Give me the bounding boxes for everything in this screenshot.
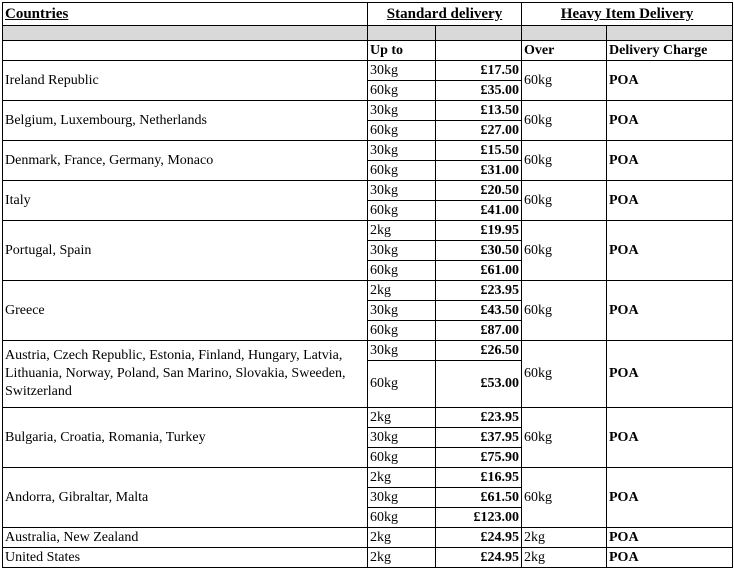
heavy-item-delivery-header: Heavy Item Delivery	[522, 3, 733, 26]
rate-row	[3, 548, 733, 568]
weight-cell: 30kg	[368, 141, 436, 161]
standard-delivery-header: Standard delivery	[368, 3, 522, 26]
price-cell: £24.95	[436, 528, 522, 548]
price-cell: £61.50	[436, 488, 522, 508]
up-to-header: Up to	[368, 41, 436, 61]
weight-cell: 60kg	[368, 121, 436, 141]
over-weight-cell: 2kg	[522, 528, 607, 548]
country-cell: Belgium, Luxembourg, Netherlands	[3, 101, 368, 141]
weight-cell: 60kg	[368, 508, 436, 528]
weight-cell: 30kg	[368, 241, 436, 261]
country-cell: Austria, Czech Republic, Estonia, Finland, Hungary, Latvia, Lithuania, Norway, Poland, San Marino, Slovakia, Sweeden, Switzerland	[3, 341, 368, 408]
spacer-cell	[368, 26, 436, 41]
over-weight-cell: 60kg	[522, 281, 607, 341]
blank-cell	[3, 41, 368, 61]
country-cell: Ireland Republic	[3, 61, 368, 101]
delivery-charge-cell: POA	[607, 141, 733, 181]
price-cell: £23.95	[436, 281, 522, 301]
rate-row	[3, 221, 733, 241]
over-weight-cell: 60kg	[522, 221, 607, 281]
price-cell: £24.95	[436, 548, 522, 568]
price-cell: £23.95	[436, 408, 522, 428]
over-weight-cell: 2kg	[522, 548, 607, 568]
country-cell: Greece	[3, 281, 368, 341]
price-cell: £41.00	[436, 201, 522, 221]
grey-spacer-row	[3, 26, 733, 41]
country-cell: United States	[3, 548, 368, 568]
delivery-charge-cell: POA	[607, 468, 733, 528]
delivery-charge-cell: POA	[607, 341, 733, 408]
delivery-charge-cell: POA	[607, 408, 733, 468]
weight-cell: 2kg	[368, 221, 436, 241]
over-weight-cell: 60kg	[522, 101, 607, 141]
weight-cell: 60kg	[368, 361, 436, 408]
over-weight-cell: 60kg	[522, 61, 607, 101]
price-cell: £13.50	[436, 101, 522, 121]
price-cell: £16.95	[436, 468, 522, 488]
country-cell: Bulgaria, Croatia, Romania, Turkey	[3, 408, 368, 468]
weight-cell: 30kg	[368, 341, 436, 361]
weight-cell: 30kg	[368, 488, 436, 508]
rate-row	[3, 141, 733, 161]
price-cell: £87.00	[436, 321, 522, 341]
weight-cell: 60kg	[368, 81, 436, 101]
country-cell: Italy	[3, 181, 368, 221]
spacer-cell	[3, 26, 368, 41]
price-cell: £26.50	[436, 341, 522, 361]
rate-row	[3, 408, 733, 428]
price-cell: £17.50	[436, 61, 522, 81]
delivery-charge-cell: POA	[607, 61, 733, 101]
delivery-rates-body	[3, 3, 733, 568]
weight-cell: 2kg	[368, 408, 436, 428]
weight-cell: 60kg	[368, 448, 436, 468]
price-cell: £20.50	[436, 181, 522, 201]
rate-row	[3, 281, 733, 301]
spacer-cell	[607, 26, 733, 41]
over-weight-cell: 60kg	[522, 141, 607, 181]
price-cell: £30.50	[436, 241, 522, 261]
weight-cell: 30kg	[368, 61, 436, 81]
country-cell: Portugal, Spain	[3, 221, 368, 281]
spacer-cell	[522, 26, 607, 41]
delivery-charge-cell: POA	[607, 101, 733, 141]
weight-cell: 60kg	[368, 261, 436, 281]
weight-cell: 2kg	[368, 281, 436, 301]
weight-cell: 60kg	[368, 161, 436, 181]
delivery-charge-header: Delivery Charge	[607, 41, 733, 61]
rate-row	[3, 341, 733, 361]
over-weight-cell: 60kg	[522, 181, 607, 221]
weight-cell: 60kg	[368, 321, 436, 341]
weight-cell: 2kg	[368, 528, 436, 548]
weight-cell: 30kg	[368, 428, 436, 448]
weight-cell: 30kg	[368, 181, 436, 201]
rate-row	[3, 61, 733, 81]
rate-row	[3, 528, 733, 548]
rate-row	[3, 468, 733, 488]
country-cell: Australia, New Zealand	[3, 528, 368, 548]
price-cell: £35.00	[436, 81, 522, 101]
weight-cell: 30kg	[368, 101, 436, 121]
over-weight-cell: 60kg	[522, 341, 607, 408]
subheader-row	[3, 41, 733, 61]
price-cell: £75.90	[436, 448, 522, 468]
delivery-charge-cell: POA	[607, 181, 733, 221]
country-cell: Denmark, France, Germany, Monaco	[3, 141, 368, 181]
over-weight-cell: 60kg	[522, 408, 607, 468]
countries-header: Countries	[3, 3, 368, 26]
price-cell: £37.95	[436, 428, 522, 448]
rate-row	[3, 181, 733, 201]
price-cell: £123.00	[436, 508, 522, 528]
weight-cell: 2kg	[368, 468, 436, 488]
delivery-charge-cell: POA	[607, 548, 733, 568]
price-cell: £61.00	[436, 261, 522, 281]
weight-cell: 30kg	[368, 301, 436, 321]
over-weight-cell: 60kg	[522, 468, 607, 528]
delivery-rates-table	[2, 2, 733, 568]
over-header: Over	[522, 41, 607, 61]
price-cell: £53.00	[436, 361, 522, 408]
price-cell: £15.50	[436, 141, 522, 161]
delivery-charge-cell: POA	[607, 221, 733, 281]
weight-cell: 60kg	[368, 201, 436, 221]
price-cell: £19.95	[436, 221, 522, 241]
price-cell: £31.00	[436, 161, 522, 181]
price-cell: £27.00	[436, 121, 522, 141]
price-cell: £43.50	[436, 301, 522, 321]
delivery-charge-cell: POA	[607, 281, 733, 341]
rate-row	[3, 101, 733, 121]
country-cell: Andorra, Gibraltar, Malta	[3, 468, 368, 528]
weight-cell: 2kg	[368, 548, 436, 568]
blank-cell	[436, 41, 522, 61]
delivery-charge-cell: POA	[607, 528, 733, 548]
header-row	[3, 3, 733, 26]
spacer-cell	[436, 26, 522, 41]
